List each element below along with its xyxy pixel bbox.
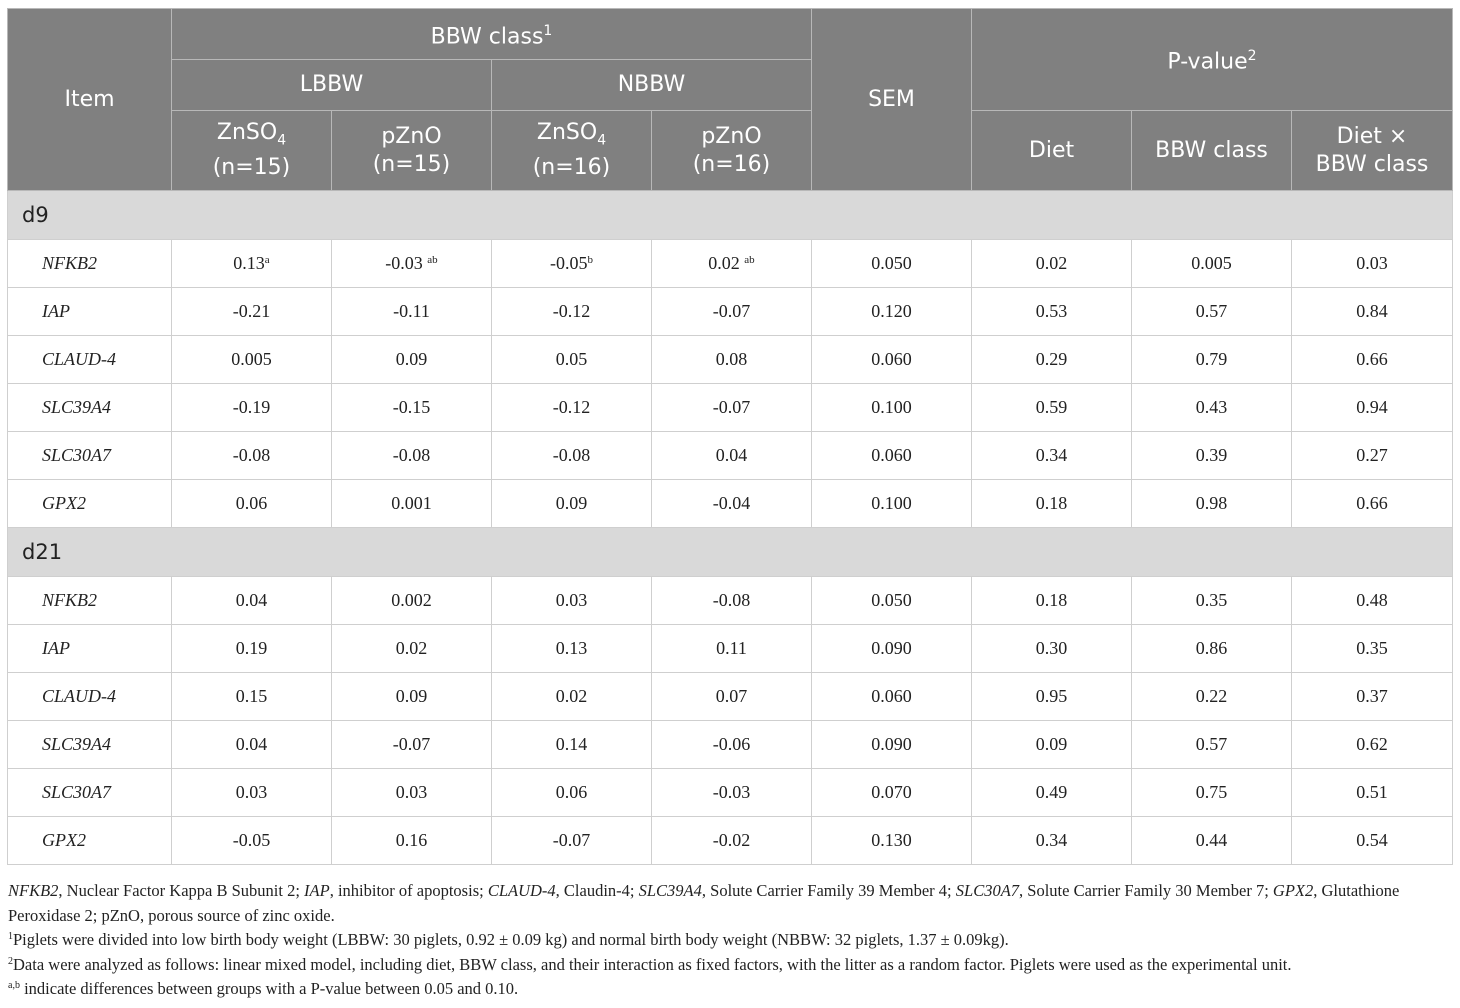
abbr-term: NFKB2: [8, 881, 59, 900]
value-cell: 0.03: [332, 769, 492, 817]
pvalue-diet-cell: 0.02: [972, 240, 1132, 288]
sem-cell: 0.060: [812, 336, 972, 384]
table-row: [8, 336, 1453, 384]
header-item: Item: [8, 9, 172, 191]
value-cell: 0.02: [332, 625, 492, 673]
table-row: [8, 432, 1453, 480]
value-cell: 0.04: [172, 577, 332, 625]
value-cell: -0.08: [332, 432, 492, 480]
value-cell: -0.07: [492, 817, 652, 865]
gene-name-cell: SLC30A7: [8, 432, 172, 480]
footnote-2: $^2$Data were analyzed as follows: linear mixed model, including diet, BBW class, and their interaction as fixed factors, with the litter as a random factor. Piglets were used as the experimental unit.: [8, 954, 1292, 974]
value-cell: -0.15: [332, 384, 492, 432]
sem-cell: 0.090: [812, 721, 972, 769]
sem-cell: 0.060: [812, 673, 972, 721]
table-row: [8, 625, 1453, 673]
abbr-term: SLC30A7: [955, 881, 1020, 900]
abbr-definition: , Claudin-4;: [555, 881, 639, 900]
value-cell: 0.02: [492, 673, 652, 721]
pvalue-diet-cell: 0.09: [972, 721, 1132, 769]
section-label: d21: [8, 528, 1453, 577]
pvalue-bbw-cell: 0.39: [1132, 432, 1292, 480]
value-cell: 0.13: [492, 625, 652, 673]
value-cell: 0.07: [652, 673, 812, 721]
pvalue-interaction-cell: 0.27: [1292, 432, 1453, 480]
pvalue-bbw-cell: 0.79: [1132, 336, 1292, 384]
pvalue-diet-cell: 0.34: [972, 817, 1132, 865]
pvalue-interaction-cell: 0.84: [1292, 288, 1453, 336]
pvalue-diet-cell: 0.18: [972, 480, 1132, 528]
table-row: [8, 480, 1453, 528]
value-cell: -0.07: [332, 721, 492, 769]
value-cell: 0.04: [172, 721, 332, 769]
sem-cell: 0.050: [812, 577, 972, 625]
pvalue-bbw-cell: 0.43: [1132, 384, 1292, 432]
value-cell: -0.08: [652, 577, 812, 625]
value-cell: 0.03: [172, 769, 332, 817]
value-cell: 0.04: [652, 432, 812, 480]
pvalue-interaction-cell: 0.48: [1292, 577, 1453, 625]
value-cell: 0.09: [492, 480, 652, 528]
value-cell: -0.11: [332, 288, 492, 336]
value-cell: 0.02 $^{ab}$: [652, 240, 812, 288]
header-pvalue-bbw: BBW class: [1132, 111, 1292, 191]
pvalue-bbw-cell: 0.22: [1132, 673, 1292, 721]
value-cell: -0.19: [172, 384, 332, 432]
pvalue-bbw-cell: 0.75: [1132, 769, 1292, 817]
table-row: [8, 721, 1453, 769]
pvalue-bbw-cell: 0.44: [1132, 817, 1292, 865]
footnote-3: $^{a,b}$ indicate differences between groups with a P-value between 0.05 and 0.10.: [8, 979, 519, 998]
abbr-term: CLAUD-4: [487, 881, 556, 900]
header-nbbw-znso4: ZnSO$_4$ (n=16): [492, 111, 652, 191]
value-cell: -0.04: [652, 480, 812, 528]
value-cell: -0.07: [652, 288, 812, 336]
value-cell: -0.08: [492, 432, 652, 480]
value-cell: 0.09: [332, 673, 492, 721]
value-cell: 0.08: [652, 336, 812, 384]
pvalue-diet-cell: 0.59: [972, 384, 1132, 432]
header-pvalue: P-value$^2$: [972, 9, 1453, 111]
value-cell: 0.15: [172, 673, 332, 721]
value-cell: -0.12: [492, 288, 652, 336]
gene-name-cell: NFKB2: [8, 240, 172, 288]
value-cell: 0.001: [332, 480, 492, 528]
abbr-definition: , Nuclear Factor Kappa B Subunit 2;: [58, 881, 305, 900]
abbr-definition: , Solute Carrier Family 39 Member 4;: [701, 881, 956, 900]
value-cell: 0.005: [172, 336, 332, 384]
sem-cell: 0.100: [812, 384, 972, 432]
table-row: [8, 817, 1453, 865]
section-label: d9: [8, 191, 1453, 240]
value-cell: -0.05$^b$: [492, 240, 652, 288]
value-cell: 0.03: [492, 577, 652, 625]
table-row: [8, 288, 1453, 336]
value-cell: 0.13$^a$: [172, 240, 332, 288]
sem-cell: 0.060: [812, 432, 972, 480]
table-header: [8, 9, 1453, 191]
pvalue-diet-cell: 0.30: [972, 625, 1132, 673]
pvalue-interaction-cell: 0.37: [1292, 673, 1453, 721]
abbr-definition: , Glutathione Peroxidase 2; pZnO, porous source of zinc oxide.: [8, 881, 1400, 925]
value-cell: 0.002: [332, 577, 492, 625]
table-row: [8, 769, 1453, 817]
sem-cell: 0.100: [812, 480, 972, 528]
value-cell: -0.21: [172, 288, 332, 336]
gene-name-cell: CLAUD-4: [8, 336, 172, 384]
pvalue-interaction-cell: 0.03: [1292, 240, 1453, 288]
value-cell: -0.03 $^{ab}$: [332, 240, 492, 288]
table-row: [8, 240, 1453, 288]
pvalue-interaction-cell: 0.66: [1292, 336, 1453, 384]
table-row: [8, 577, 1453, 625]
value-cell: 0.05: [492, 336, 652, 384]
header-pvalue-diet: Diet: [972, 111, 1132, 191]
table-body: [8, 191, 1453, 865]
results-table: [7, 8, 1453, 865]
value-cell: 0.09: [332, 336, 492, 384]
value-cell: -0.12: [492, 384, 652, 432]
value-cell: -0.03: [652, 769, 812, 817]
pvalue-bbw-cell: 0.35: [1132, 577, 1292, 625]
value-cell: -0.02: [652, 817, 812, 865]
pvalue-bbw-cell: 0.98: [1132, 480, 1292, 528]
value-cell: 0.19: [172, 625, 332, 673]
gene-name-cell: IAP: [8, 625, 172, 673]
value-cell: 0.06: [492, 769, 652, 817]
abbr-term: SLC39A4: [638, 881, 702, 900]
pvalue-interaction-cell: 0.51: [1292, 769, 1453, 817]
footnote-1: $^1$Piglets were divided into low birth body weight (LBBW: 30 piglets, 0.92 ± 0.09 kg) and normal birth body weight (NBBW: 32 piglets, 1.37 ± 0.09kg).: [8, 930, 1009, 949]
gene-name-cell: IAP: [8, 288, 172, 336]
value-cell: -0.07: [652, 384, 812, 432]
pvalue-interaction-cell: 0.35: [1292, 625, 1453, 673]
gene-name-cell: SLC39A4: [8, 384, 172, 432]
gene-name-cell: GPX2: [8, 480, 172, 528]
value-cell: 0.06: [172, 480, 332, 528]
pvalue-interaction-cell: 0.66: [1292, 480, 1453, 528]
gene-name-cell: SLC30A7: [8, 769, 172, 817]
value-cell: -0.05: [172, 817, 332, 865]
gene-name-cell: SLC39A4: [8, 721, 172, 769]
header-nbbw: NBBW: [492, 60, 812, 111]
abbr-term: IAP: [304, 881, 330, 900]
abbr-definition: , Solute Carrier Family 30 Member 7;: [1019, 881, 1273, 900]
abbr-definition: , inhibitor of apoptosis;: [329, 881, 488, 900]
header-bbw-class: BBW class$^1$: [172, 9, 812, 60]
sem-cell: 0.120: [812, 288, 972, 336]
pvalue-interaction-cell: 0.94: [1292, 384, 1453, 432]
gene-name-cell: NFKB2: [8, 577, 172, 625]
pvalue-diet-cell: 0.29: [972, 336, 1132, 384]
pvalue-bbw-cell: 0.57: [1132, 288, 1292, 336]
gene-name-cell: GPX2: [8, 817, 172, 865]
sem-cell: 0.070: [812, 769, 972, 817]
value-cell: 0.16: [332, 817, 492, 865]
value-cell: 0.11: [652, 625, 812, 673]
header-lbbw-znso4: ZnSO$_4$ (n=15): [172, 111, 332, 191]
value-cell: 0.14: [492, 721, 652, 769]
table-row: [8, 673, 1453, 721]
header-sem: SEM: [812, 9, 972, 191]
pvalue-diet-cell: 0.34: [972, 432, 1132, 480]
abbr-term: GPX2: [1272, 881, 1314, 900]
sem-cell: 0.130: [812, 817, 972, 865]
value-cell: -0.08: [172, 432, 332, 480]
pvalue-diet-cell: 0.53: [972, 288, 1132, 336]
header-nbbw-pzno: pZnO (n=16): [652, 111, 812, 191]
pvalue-diet-cell: 0.49: [972, 769, 1132, 817]
table-row: [8, 384, 1453, 432]
pvalue-bbw-cell: 0.005: [1132, 240, 1292, 288]
section-row: [8, 191, 1453, 240]
pvalue-interaction-cell: 0.54: [1292, 817, 1453, 865]
pvalue-bbw-cell: 0.57: [1132, 721, 1292, 769]
gene-name-cell: CLAUD-4: [8, 673, 172, 721]
value-cell: -0.06: [652, 721, 812, 769]
section-row: [8, 528, 1453, 577]
header-lbbw: LBBW: [172, 60, 492, 111]
pvalue-diet-cell: 0.95: [972, 673, 1132, 721]
pvalue-interaction-cell: 0.62: [1292, 721, 1453, 769]
sem-cell: 0.090: [812, 625, 972, 673]
pvalue-bbw-cell: 0.86: [1132, 625, 1292, 673]
header-pvalue-interaction: Diet × BBW class: [1292, 111, 1453, 191]
abbreviations-note: [8, 879, 1458, 928]
sem-cell: 0.050: [812, 240, 972, 288]
pvalue-diet-cell: 0.18: [972, 577, 1132, 625]
results-table-container: [7, 8, 1452, 865]
header-lbbw-pzno: pZnO (n=15): [332, 111, 492, 191]
table-footnotes: [8, 879, 1458, 1002]
